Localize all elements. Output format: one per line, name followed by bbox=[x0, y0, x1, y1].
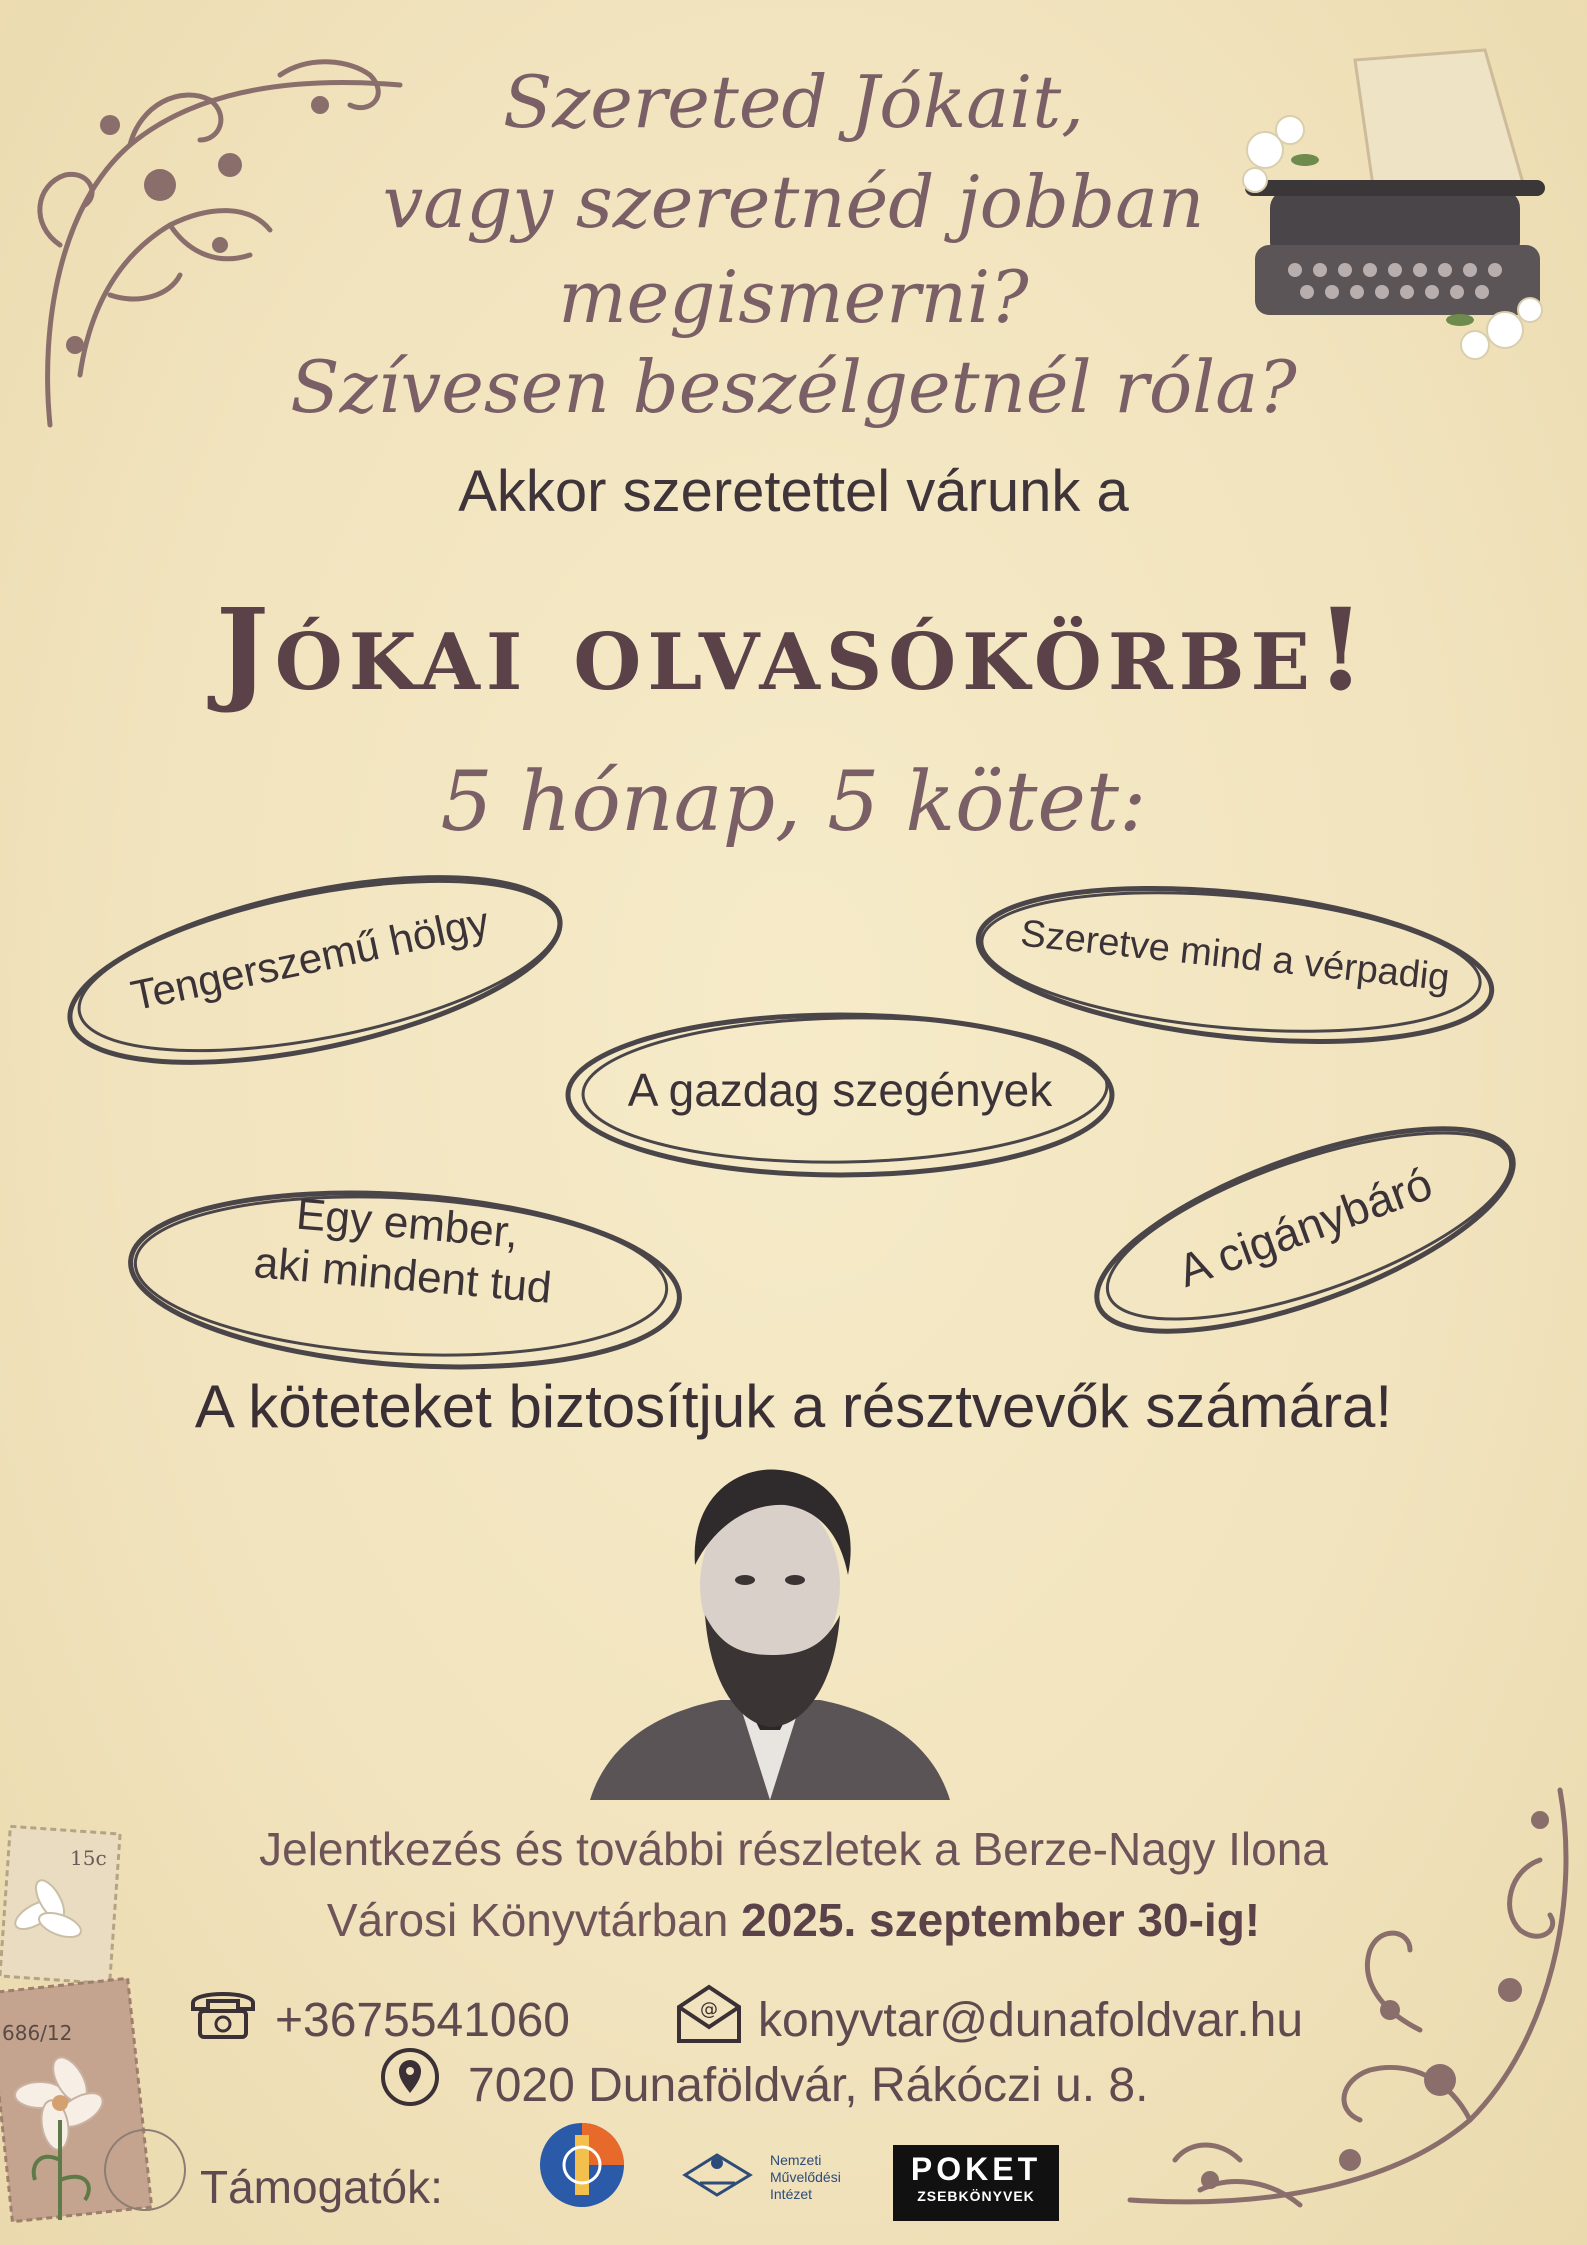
note-text: A köteteket biztosítjuk a résztvevők számára! bbox=[194, 1373, 1393, 1440]
intro-text: Akkor szeretettel várunk a bbox=[458, 459, 1129, 524]
sponsor-logo-muvelodesi-kozpont bbox=[535, 2115, 630, 2225]
stamp-value-1: 15c bbox=[70, 1846, 107, 1870]
nmi-line-3: Intézet bbox=[770, 2186, 813, 2202]
book-title-3: A gazdag szegények bbox=[627, 1064, 1053, 1116]
envelope-icon bbox=[675, 1983, 743, 2045]
location-pin-icon bbox=[380, 2047, 440, 2107]
registration-deadline: 2025. szeptember 30-ig! bbox=[741, 1894, 1261, 1946]
book-title-4-line-1: Egy ember, bbox=[294, 1189, 521, 1258]
sponsor-logo-poket bbox=[893, 2145, 1059, 2221]
sponsor-logo-nmi bbox=[680, 2145, 755, 2205]
headline-line-1: Szereted Jókait, bbox=[502, 60, 1085, 144]
book-title-1: Tengerszemű hölgy bbox=[126, 897, 493, 1020]
address: 7020 Dunaföldvár, Rákóczi u. 8. bbox=[468, 2059, 1149, 2112]
nmi-line-1: Nemzeti bbox=[770, 2152, 822, 2168]
poket-subtitle: ZSEBKÖNYVEK bbox=[917, 2188, 1035, 2204]
book-title-2: Szeretve mind a vérpadig bbox=[1018, 912, 1452, 1000]
flower-stamp bbox=[0, 1820, 190, 2245]
phone-icon bbox=[188, 1985, 258, 2041]
registration-place: Városi Könyvtárban bbox=[326, 1894, 742, 1946]
headline-line-3: megismerni? bbox=[558, 255, 1029, 339]
at-sign: @ bbox=[700, 1999, 718, 2020]
sponsors-label: Támogatók: bbox=[200, 2161, 443, 2213]
page-title: Jókai olvasókörbe! bbox=[215, 585, 1372, 716]
poket-title: POKET bbox=[910, 2151, 1042, 2187]
headline-line-4: Szívesen beszélgetnél róla? bbox=[290, 345, 1297, 429]
phone-number[interactable]: +3675541060 bbox=[275, 1994, 570, 2047]
sponsor-nmi-text bbox=[770, 2152, 841, 2203]
subtitle: 5 hónap, 5 kötet: bbox=[440, 755, 1147, 850]
book-title-5: A cigánybáró bbox=[1171, 1157, 1439, 1297]
registration-line-1: Jelentkezés és további részletek a Berze-Nagy Ilona bbox=[259, 1823, 1328, 1875]
nmi-line-2: Művelődési bbox=[770, 2169, 841, 2185]
registration-line-2 bbox=[0, 1893, 1587, 1947]
stamp-value-2: 686/12 bbox=[2, 2021, 73, 2045]
book-title-4-line-2: aki mindent tud bbox=[252, 1237, 554, 1313]
email-address[interactable]: konyvtar@dunafoldvar.hu bbox=[758, 1994, 1304, 2047]
portrait-illustration bbox=[590, 1455, 950, 1800]
headline-line-2: vagy szeretnéd jobban bbox=[382, 160, 1205, 244]
